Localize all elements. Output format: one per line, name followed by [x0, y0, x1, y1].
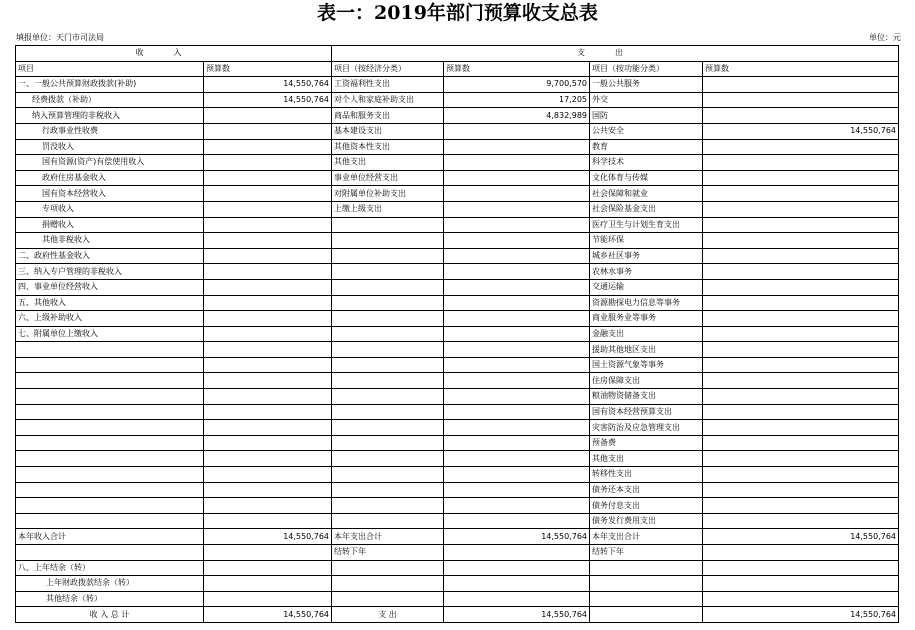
table-row: [16, 264, 899, 280]
func-amount-cell: [703, 248, 899, 264]
income-amount-cell: [204, 279, 332, 295]
table-row: [16, 389, 899, 405]
income-item-cell: 捐赠收入: [16, 217, 204, 233]
income-item-cell: 纳入预算管理的非税收入: [16, 108, 204, 124]
func-item-cell: 教育: [590, 139, 703, 155]
econ-amount-cell: [444, 233, 590, 249]
econ-item-cell: [332, 279, 444, 295]
col-header-func: 项目（按功能分类）: [590, 61, 703, 77]
func-amount-cell: [703, 155, 899, 171]
econ-amount-cell: [444, 295, 590, 311]
econ-amount-cell: [444, 311, 590, 327]
func-amount-cell: [703, 77, 899, 93]
table-row: [16, 451, 899, 467]
func-item-cell: 节能环保: [590, 233, 703, 249]
func-item-cell: [590, 560, 703, 576]
income-item-cell: 收 入 总 计: [16, 607, 204, 623]
func-amount-cell: [703, 279, 899, 295]
income-item-cell: 国有资源(资产)有偿使用收入: [16, 155, 204, 171]
econ-item-cell: 工资福利性支出: [332, 77, 444, 93]
income-amount-cell: [204, 264, 332, 280]
func-item-cell: 其他支出: [590, 451, 703, 467]
table-row: [16, 92, 899, 108]
income-item-cell: [16, 435, 204, 451]
econ-item-cell: 对附属单位补助支出: [332, 186, 444, 202]
income-amount-cell: [204, 591, 332, 607]
econ-amount-cell: 14,550,764: [444, 607, 590, 623]
econ-amount-cell: [444, 389, 590, 405]
func-item-cell: 灾害防治及应急管理支出: [590, 420, 703, 436]
func-item-cell: 医疗卫生与计划生育支出: [590, 217, 703, 233]
income-amount-cell: [204, 420, 332, 436]
income-amount-cell: [204, 233, 332, 249]
econ-item-cell: [332, 342, 444, 358]
func-item-cell: 转移性支出: [590, 467, 703, 483]
page-title: 表一：2019年部门预算收支总表: [317, 2, 598, 24]
income-item-cell: 经费拨款（补助）: [16, 92, 204, 108]
func-amount-cell: [703, 591, 899, 607]
econ-item-cell: [332, 373, 444, 389]
econ-item-cell: [332, 389, 444, 405]
func-item-cell: 金融支出: [590, 326, 703, 342]
econ-item-cell: 其他资本性支出: [332, 139, 444, 155]
table-row: [16, 529, 899, 545]
income-item-cell: 政府住房基金收入: [16, 170, 204, 186]
econ-amount-cell: [444, 123, 590, 139]
table-row: [16, 295, 899, 311]
table-row: [16, 217, 899, 233]
col-header-item: 项目: [16, 61, 204, 77]
func-item-cell: [590, 576, 703, 592]
income-amount-cell: [204, 498, 332, 514]
econ-item-cell: [332, 264, 444, 280]
econ-amount-cell: [444, 435, 590, 451]
income-amount-cell: [204, 467, 332, 483]
section-header-row: [16, 46, 899, 62]
func-item-cell: [590, 607, 703, 623]
table-row: [16, 233, 899, 249]
func-item-cell: 农林水事务: [590, 264, 703, 280]
table-row: [16, 342, 899, 358]
econ-amount-cell: [444, 591, 590, 607]
budget-table: [15, 45, 899, 623]
income-amount-cell: [204, 451, 332, 467]
econ-item-cell: [332, 420, 444, 436]
econ-amount-cell: [444, 513, 590, 529]
func-amount-cell: [703, 545, 899, 561]
income-amount-cell: [204, 186, 332, 202]
econ-item-cell: [332, 326, 444, 342]
income-amount-cell: [204, 373, 332, 389]
col-header-budget-2: 预算数: [444, 61, 590, 77]
table-row: [16, 326, 899, 342]
func-amount-cell: [703, 233, 899, 249]
econ-item-cell: 商品和服务支出: [332, 108, 444, 124]
func-item-cell: 预备费: [590, 435, 703, 451]
func-item-cell: 资源勘探电力信息等事务: [590, 295, 703, 311]
func-amount-cell: [703, 201, 899, 217]
econ-amount-cell: [444, 139, 590, 155]
func-amount-cell: [703, 482, 899, 498]
econ-amount-cell: [444, 170, 590, 186]
income-amount-cell: [204, 170, 332, 186]
table-row: [16, 311, 899, 327]
func-amount-cell: 14,550,764: [703, 529, 899, 545]
func-amount-cell: [703, 342, 899, 358]
func-item-cell: 债务发行费用支出: [590, 513, 703, 529]
income-item-cell: 国有资本经营收入: [16, 186, 204, 202]
econ-amount-cell: [444, 326, 590, 342]
income-amount-cell: [204, 217, 332, 233]
income-amount-cell: 14,550,764: [204, 77, 332, 93]
econ-amount-cell: [444, 560, 590, 576]
income-amount-cell: [204, 435, 332, 451]
econ-item-cell: 其他支出: [332, 155, 444, 171]
econ-item-cell: [332, 482, 444, 498]
econ-amount-cell: [444, 373, 590, 389]
table-row: [16, 139, 899, 155]
table-row: [16, 482, 899, 498]
income-amount-cell: [204, 155, 332, 171]
income-item-cell: [16, 342, 204, 358]
func-amount-cell: [703, 108, 899, 124]
func-amount-cell: [703, 186, 899, 202]
func-amount-cell: [703, 498, 899, 514]
econ-item-cell: [332, 435, 444, 451]
income-item-cell: 三、纳入专户管理的非税收入: [16, 264, 204, 280]
func-item-cell: 债务还本支出: [590, 482, 703, 498]
econ-item-cell: 结转下年: [332, 545, 444, 561]
func-amount-cell: [703, 435, 899, 451]
func-amount-cell: [703, 295, 899, 311]
econ-amount-cell: [444, 248, 590, 264]
column-header-row: [16, 61, 899, 77]
econ-amount-cell: [444, 576, 590, 592]
econ-item-cell: [332, 513, 444, 529]
income-item-cell: 一、一般公共预算财政拨款(补助): [16, 77, 204, 93]
income-amount-cell: [204, 545, 332, 561]
func-item-cell: 本年支出合计: [590, 529, 703, 545]
func-amount-cell: [703, 139, 899, 155]
func-item-cell: 公共安全: [590, 123, 703, 139]
income-amount-cell: [204, 248, 332, 264]
income-amount-cell: [204, 123, 332, 139]
econ-item-cell: 事业单位经营支出: [332, 170, 444, 186]
func-amount-cell: [703, 451, 899, 467]
econ-item-cell: [332, 591, 444, 607]
income-item-cell: 专项收入: [16, 201, 204, 217]
econ-item-cell: 对个人和家庭补助支出: [332, 92, 444, 108]
income-header: 收入: [16, 46, 332, 62]
table-row: [16, 435, 899, 451]
income-item-cell: [16, 357, 204, 373]
income-amount-cell: [204, 326, 332, 342]
func-item-cell: 城乡社区事务: [590, 248, 703, 264]
reporting-unit: 填报单位：天门市司法局: [16, 33, 104, 42]
table-row: [16, 404, 899, 420]
income-item-cell: 六、上级补助收入: [16, 311, 204, 327]
table-row: [16, 186, 899, 202]
func-item-cell: 国防: [590, 108, 703, 124]
table-row: [16, 607, 899, 623]
func-item-cell: 援助其他地区支出: [590, 342, 703, 358]
income-item-cell: [16, 467, 204, 483]
econ-item-cell: [332, 248, 444, 264]
econ-item-cell: [332, 404, 444, 420]
income-amount-cell: [204, 295, 332, 311]
func-item-cell: 外交: [590, 92, 703, 108]
econ-amount-cell: [444, 451, 590, 467]
table-row: [16, 170, 899, 186]
econ-item-cell: [332, 311, 444, 327]
func-amount-cell: [703, 560, 899, 576]
income-item-cell: [16, 389, 204, 405]
income-item-cell: 其他非税收入: [16, 233, 204, 249]
func-item-cell: 粮油物资储备支出: [590, 389, 703, 405]
func-item-cell: 国土资源气象等事务: [590, 357, 703, 373]
income-item-cell: [16, 404, 204, 420]
econ-item-cell: 本年支出合计: [332, 529, 444, 545]
func-amount-cell: [703, 373, 899, 389]
table-row: [16, 77, 899, 93]
income-amount-cell: [204, 201, 332, 217]
table-row: [16, 279, 899, 295]
func-amount-cell: [703, 467, 899, 483]
table-row: [16, 498, 899, 514]
func-amount-cell: [703, 513, 899, 529]
table-row: [16, 560, 899, 576]
table-row: [16, 155, 899, 171]
econ-item-cell: 基本建设支出: [332, 123, 444, 139]
econ-amount-cell: 9,700,570: [444, 77, 590, 93]
econ-amount-cell: 14,550,764: [444, 529, 590, 545]
table-row: [16, 248, 899, 264]
econ-amount-cell: [444, 342, 590, 358]
income-item-cell: 本年收入合计: [16, 529, 204, 545]
econ-amount-cell: [444, 155, 590, 171]
income-item-cell: [16, 482, 204, 498]
income-item-cell: [16, 420, 204, 436]
income-amount-cell: [204, 482, 332, 498]
func-amount-cell: [703, 311, 899, 327]
table-row: [16, 373, 899, 389]
income-item-cell: 七、附属单位上缴收入: [16, 326, 204, 342]
income-item-cell: 上年财政拨款结余（转）: [16, 576, 204, 592]
econ-item-cell: [332, 560, 444, 576]
income-amount-cell: [204, 560, 332, 576]
income-item-cell: 四、事业单位经营收入: [16, 279, 204, 295]
income-amount-cell: [204, 357, 332, 373]
econ-amount-cell: [444, 201, 590, 217]
income-item-cell: 其他结余（转）: [16, 591, 204, 607]
income-amount-cell: [204, 139, 332, 155]
econ-item-cell: [332, 233, 444, 249]
func-item-cell: 交通运输: [590, 279, 703, 295]
col-header-econ: 项目（按经济分类）: [332, 61, 444, 77]
econ-amount-cell: [444, 217, 590, 233]
econ-item-cell: [332, 498, 444, 514]
table-row: [16, 108, 899, 124]
income-amount-cell: [204, 576, 332, 592]
income-item-cell: 罚没收入: [16, 139, 204, 155]
income-item-cell: [16, 545, 204, 561]
table-row: [16, 576, 899, 592]
income-amount-cell: [204, 389, 332, 405]
income-item-cell: [16, 498, 204, 514]
econ-amount-cell: [444, 186, 590, 202]
func-item-cell: 文化体育与传媒: [590, 170, 703, 186]
econ-amount-cell: [444, 467, 590, 483]
func-amount-cell: [703, 170, 899, 186]
func-amount-cell: [703, 389, 899, 405]
func-item-cell: 社会保险基金支出: [590, 201, 703, 217]
func-item-cell: [590, 591, 703, 607]
func-amount-cell: [703, 264, 899, 280]
func-amount-cell: 14,550,764: [703, 607, 899, 623]
income-item-cell: 五、其他收入: [16, 295, 204, 311]
func-amount-cell: [703, 576, 899, 592]
table-row: [16, 123, 899, 139]
func-amount-cell: [703, 420, 899, 436]
econ-amount-cell: [444, 498, 590, 514]
econ-amount-cell: [444, 545, 590, 561]
econ-item-cell: [332, 295, 444, 311]
income-item-cell: 二、政府性基金收入: [16, 248, 204, 264]
econ-amount-cell: [444, 404, 590, 420]
econ-item-cell: [332, 217, 444, 233]
currency-unit: 单位：元: [869, 33, 901, 42]
func-amount-cell: [703, 217, 899, 233]
income-amount-cell: [204, 311, 332, 327]
income-item-cell: 行政事业性收费: [16, 123, 204, 139]
econ-amount-cell: [444, 482, 590, 498]
expense-header: 支出: [332, 46, 899, 62]
func-item-cell: 社会保障和就业: [590, 186, 703, 202]
econ-item-cell: [332, 467, 444, 483]
econ-item-cell: [332, 576, 444, 592]
econ-item-cell: 支 出: [332, 607, 444, 623]
income-amount-cell: [204, 404, 332, 420]
income-amount-cell: 14,550,764: [204, 529, 332, 545]
income-item-cell: [16, 373, 204, 389]
econ-amount-cell: [444, 264, 590, 280]
econ-amount-cell: [444, 357, 590, 373]
func-item-cell: 商业服务业等事务: [590, 311, 703, 327]
func-item-cell: 债务付息支出: [590, 498, 703, 514]
econ-item-cell: 上缴上级支出: [332, 201, 444, 217]
income-amount-cell: 14,550,764: [204, 607, 332, 623]
income-item-cell: [16, 513, 204, 529]
income-amount-cell: [204, 513, 332, 529]
func-item-cell: 科学技术: [590, 155, 703, 171]
econ-amount-cell: 17,205: [444, 92, 590, 108]
table-row: [16, 467, 899, 483]
econ-amount-cell: 4,832,989: [444, 108, 590, 124]
func-amount-cell: [703, 404, 899, 420]
income-amount-cell: 14,550,764: [204, 92, 332, 108]
func-amount-cell: [703, 357, 899, 373]
income-amount-cell: [204, 108, 332, 124]
income-item-cell: 八、上年结余（转）: [16, 560, 204, 576]
func-item-cell: 一般公共服务: [590, 77, 703, 93]
func-item-cell: 住房保障支出: [590, 373, 703, 389]
col-header-budget-3: 预算数: [703, 61, 899, 77]
table-row: [16, 545, 899, 561]
func-item-cell: 结转下年: [590, 545, 703, 561]
func-amount-cell: 14,550,764: [703, 123, 899, 139]
func-item-cell: 国有资本经营预算支出: [590, 404, 703, 420]
table-row: [16, 591, 899, 607]
table-row: [16, 513, 899, 529]
func-amount-cell: [703, 326, 899, 342]
func-amount-cell: [703, 92, 899, 108]
econ-item-cell: [332, 451, 444, 467]
econ-amount-cell: [444, 279, 590, 295]
econ-amount-cell: [444, 420, 590, 436]
table-row: [16, 357, 899, 373]
table-row: [16, 201, 899, 217]
income-item-cell: [16, 451, 204, 467]
income-amount-cell: [204, 342, 332, 358]
table-row: [16, 420, 899, 436]
col-header-budget: 预算数: [204, 61, 332, 77]
econ-item-cell: [332, 357, 444, 373]
